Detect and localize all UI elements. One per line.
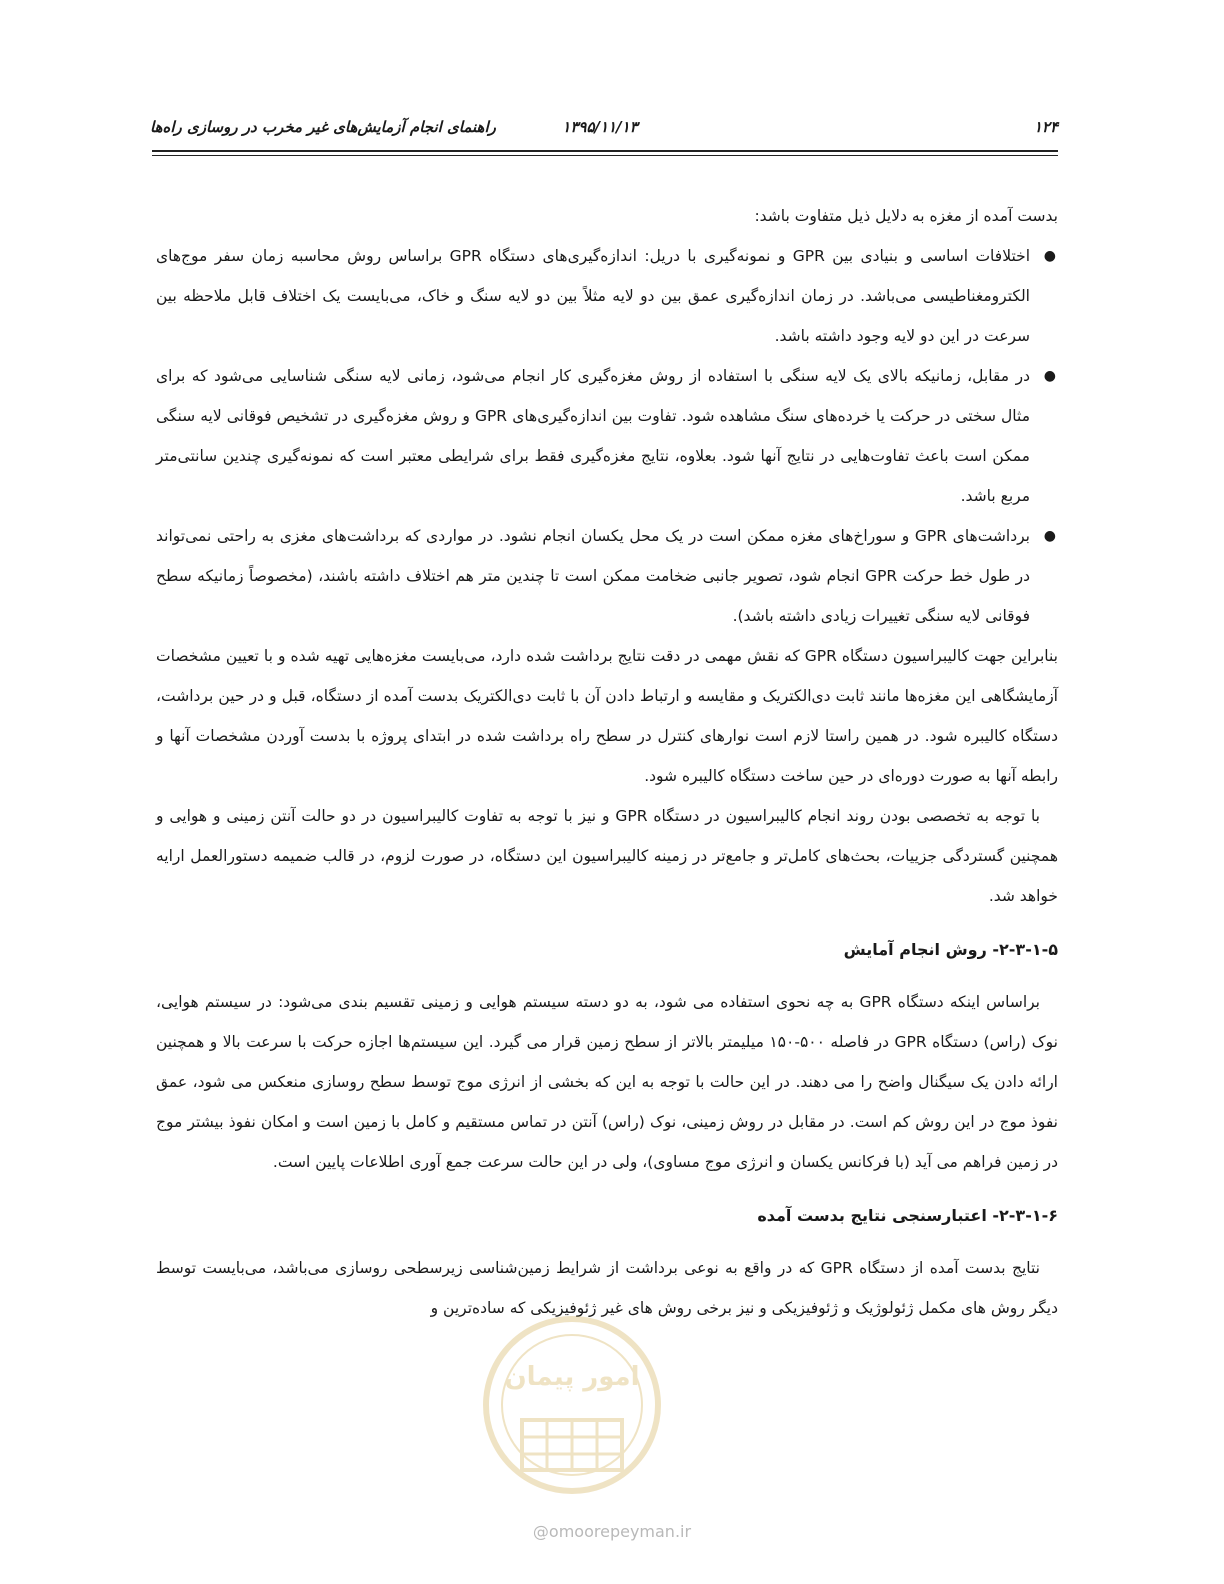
running-title: راهنمای انجام آزمایش‌های غیر مخرب در روسازی راه‌ها xyxy=(150,118,496,136)
bullet-text: در مقابل، زمانیکه بالای یک لایه سنگی با استفاده از روش مغزه‌گیری کار انجام می‌شود، زمانی لایه سنگی شناسایی می‌شود که برای مثال سختی در حرکت یا خرده‌های سنگ مشاهده شود. تفاوت بین اندازه‌گیری‌های GPR و روش مغزه‌گیری در تشخیص فوقانی لایه سنگی ممکن است باعث تفاوت‌هایی در نتایج آنها شود. بعلاوه، نتایج مغزه‌گیری فقط برای شرایطی معتبر است که نمونه‌گیری چندین سانتی‌متر مربع باشد. xyxy=(156,367,1030,505)
list-item xyxy=(156,356,1056,516)
bullet-icon: ● xyxy=(1043,528,1056,544)
page-header xyxy=(150,118,1058,142)
paragraph: با توجه به تخصصی بودن روند انجام کالیبراسیون در دستگاه GPR و نیز با توجه به تفاوت کالیبراسیون در دو حالت آنتن زمینی و هوایی و همچنین گستردگی جزییات، بحث‌های کامل‌تر و جامع‌تر در زمینه کالیبراسیون این دستگاه، در صورت لزوم، در قالب ضمیمه دستورالعمل ارایه خواهد شد. xyxy=(156,807,1058,905)
paragraph: براساس اینکه دستگاه GPR به چه نحوی استفاده می شود، به دو دسته سیستم هوایی و زمینی تقسیم بندی می‌شود: در سیستم هوایی، نوک (راس) دستگاه GPR در فاصله ۵۰۰-۱۵۰ میلیمتر بالاتر از سطح زمین قرار می گیرد. این سیستم‌ها اجازه حرکت با سرعت بالا و همچنین ارائه دادن یک سیگنال واضح را می دهند. در این حالت با توجه به این که بخشی از انرژی موج توسط سطح روسازی منعکس می شود، عمق نفوذ موج در این روش کم است. در مقابل در روش زمینی، نوک (راس) آنتن در تماس مستقیم و کامل با زمین است و امکان نفوذ بیشتر موج در زمین فراهم می آید (با فرکانس یکسان و انرژی موج مساوی)، ولی در این حالت سرعت جمع آوری اطلاعات پایین است. xyxy=(156,993,1058,1171)
bullet-icon: ● xyxy=(1043,368,1056,384)
paragraph: نتایج بدست آمده از دستگاه GPR که در واقع به نوعی برداشت از شرایط زمین‌شناسی زیرسطحی روسازی می‌باشد، می‌بایست توسط دیگر روش های مکمل ژئولوژیک و ژئوفیزیکی و نیز برخی روش های غیر ژئوفیزیکی که ساده‌ترین و xyxy=(156,1259,1058,1317)
bullet-icon: ● xyxy=(1043,248,1056,264)
page-number: ۱۲۴ xyxy=(1033,118,1058,136)
watermark-logo-text: امور پیمان xyxy=(504,1362,640,1392)
bullet-text: اختلافات اساسی و بنیادی بین GPR و نمونه‌گیری با دریل: اندازه‌گیری‌های دستگاه GPR براساس روش محاسبه زمان سفر موج‌های الکترومغناطیسی می‌باشد. در زمان اندازه‌گیری عمق بین دو لایه مثلاً بین دو لایه سنگ و خاک، می‌بایست یک اختلاف قابل ملاحظه بین سرعت در این دو لایه وجود داشته باشد. xyxy=(156,247,1031,345)
section-heading: ۲-۳-۱-۶- اعتبارسنجی نتایج بدست آمده xyxy=(757,1206,1058,1225)
body-content xyxy=(156,196,1058,1328)
list-item xyxy=(156,236,1056,356)
header-date: ۱۳۹۵/۱۱/۱۳ xyxy=(562,118,638,136)
paragraph: بنابراین جهت کالیبراسیون دستگاه GPR که نقش مهمی در دقت نتایج برداشت شده دارد، می‌بایست مغزه‌هایی تهیه شده و با تعیین مشخصات آزمایشگاهی این مغزه‌ها مانند ثابت دی‌الکتریک و مقایسه و ارتباط دادن آن با ثابت دی‌الکتریک بدست آمده از دستگاه، قبل و در حین برداشت، دستگاه کالیبره شود. در همین راستا لازم است نوارهای کنترل در سطح راه برداشت شده در ابتدای پروژه با بدست آوردن مشخصات آنها و رابطه آنها به صورت دوره‌ای در حین ساخت دستگاه کالیبره شود. xyxy=(156,647,1058,785)
watermark-url: @omoorepeyman.ir xyxy=(532,1522,692,1541)
watermark-logo-icon xyxy=(482,1300,662,1510)
intro-line: بدست آمده از مغزه به دلایل ذیل متفاوت باشد: xyxy=(754,207,1058,225)
bullet-list xyxy=(156,236,1058,636)
header-rule-thick xyxy=(152,150,1058,152)
bullet-text: برداشت‌های GPR و سوراخ‌های مغزه ممکن است در یک محل یکسان انجام نشود. در مواردی که برداشت‌های مغزی به راحتی نمی‌تواند در طول خط حرکت GPR انجام شود، تصویر جانبی ضخامت ممکن است تا چندین متر هم اختلاف داشته باشند، (مخصوصاً زمانیکه سطح فوقانی لایه سنگی تغییرات زیادی داشته باشد). xyxy=(156,527,1031,625)
section-heading: ۲-۳-۱-۵- روش انجام آمایش xyxy=(843,940,1058,959)
header-rule-thin xyxy=(152,155,1058,156)
list-item xyxy=(156,516,1056,636)
